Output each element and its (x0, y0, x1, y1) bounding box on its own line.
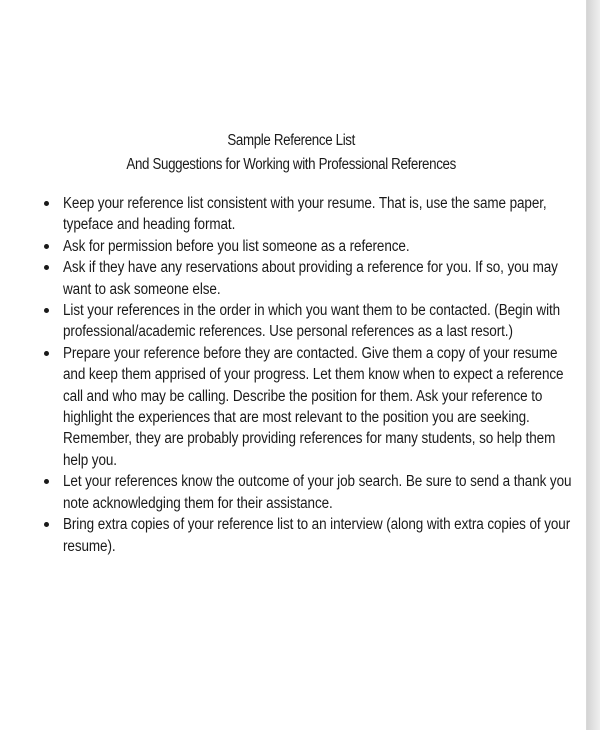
list-item-line: call and who may be calling. Describe the position for them. Ask your reference to (63, 387, 543, 405)
list-item-line: Remember, they are probably providing references for many students, so help them (63, 430, 556, 448)
bullet-icon (44, 308, 49, 313)
list-item-line: professional/academic references. Use personal references as a last resort.) (63, 323, 513, 341)
list-item-line: Ask for permission before you list someone as a reference. (63, 237, 410, 255)
list-item (44, 514, 571, 557)
list-item (44, 257, 564, 300)
bullet-icon (44, 265, 49, 270)
list-item-line: List your references in the order in which you want them to be contacted. (Begin with (63, 302, 561, 320)
bullet-icon (44, 244, 49, 249)
document-title: Sample Reference List (227, 132, 355, 149)
list-item-line: Ask if they have any reservations about providing a reference for you. If so, you may (63, 259, 558, 277)
document-heading (39, 129, 543, 177)
bullet-icon (44, 201, 49, 206)
page-edge-shadow (587, 0, 600, 730)
list-item (44, 343, 564, 471)
list-item (44, 300, 564, 343)
bullet-icon (44, 522, 49, 527)
list-item-line: help you. (63, 451, 117, 469)
list-item-line: typeface and heading format. (63, 216, 236, 234)
list-item-line: Keep your reference list consistent with your resume. That is, use the same paper, (63, 195, 547, 212)
list-item-line: Prepare your reference before they are contacted. Give them a copy of your resume (63, 344, 558, 362)
suggestion-list (44, 193, 572, 557)
list-item-line: note acknowledging them for their assistance. (63, 494, 333, 512)
list-item (44, 471, 572, 514)
document-subtitle: And Suggestions for Working with Professional References (126, 156, 456, 173)
list-item-line: resume). (63, 537, 116, 555)
bullet-icon (44, 351, 49, 356)
list-item (44, 236, 564, 257)
list-item (44, 193, 564, 236)
list-item-line: Let your references know the outcome of your job search. Be sure to send a thank you (63, 473, 572, 491)
list-item-line: highlight the experiences that are most relevant to the position you are seeking. (63, 409, 530, 427)
bullet-icon (44, 479, 49, 484)
list-item-line: and keep them apprised of your progress. Let them know when to expect a reference (63, 366, 564, 384)
list-item-line: want to ask someone else. (63, 280, 221, 298)
list-item-line: Bring extra copies of your reference list to an interview (along with extra copies of your (63, 516, 571, 534)
